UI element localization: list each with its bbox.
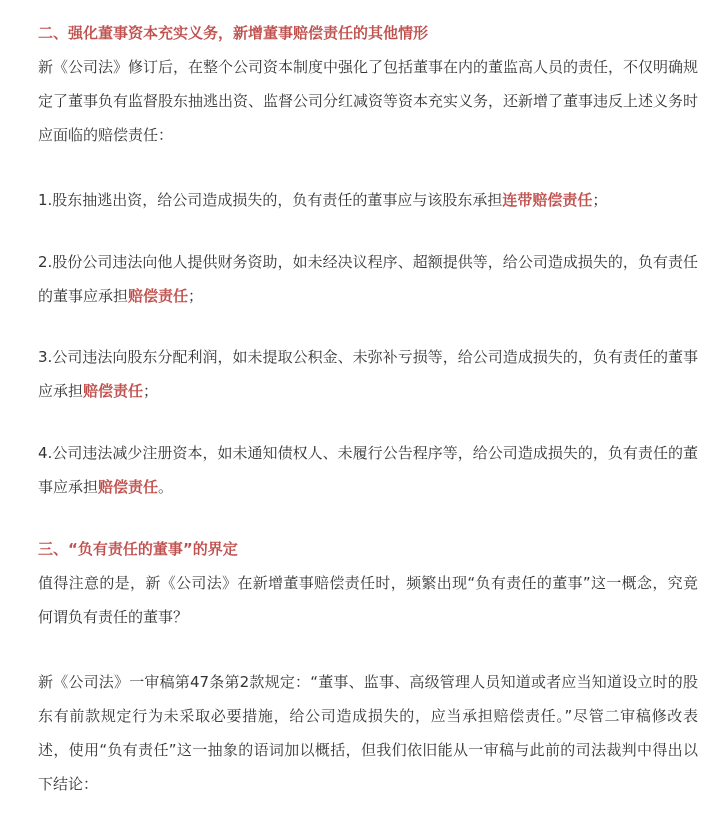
list-item-3 — [38, 340, 698, 408]
list-item-2-text: 2.股份公司违法向他人提供财务资助，如未经决议程序、超额提供等，给公司造成损失的，负有责任的董事应承担 — [38, 253, 698, 305]
list-item-4-emphasis: 赔偿责任 — [98, 478, 159, 496]
list-item-2-emphasis: 赔偿责任 — [128, 287, 189, 305]
list-item-3-punct: ； — [143, 382, 159, 400]
list-item-3-emphasis: 赔偿责任 — [83, 382, 144, 400]
list-item-1-text: 1.股东抽逃出资，给公司造成损失的，负有责任的董事应与该股东承担 — [38, 191, 503, 209]
list-item-4 — [38, 436, 698, 504]
list-item-1-emphasis: 连带赔偿责任 — [502, 191, 593, 209]
list-item-2-punct: ； — [188, 287, 204, 305]
list-item-1 — [38, 183, 698, 217]
list-item-3-text: 3.公司违法向股东分配利润，如未提取公积金、未弥补亏损等，给公司造成损失的，负有责任的董事应承担 — [38, 348, 698, 400]
list-item-4-punct: 。 — [158, 478, 174, 496]
list-item-2 — [38, 245, 698, 313]
section-3-paragraph-2: 新《公司法》一审稿第47条第2款规定：“董事、监事、高级管理人员知道或者应当知道设立时的股东有前款规定行为未采取必要措施，给公司造成损失的，应当承担赔偿责任。”尽管二审稿修改表述，使用“负有责任”这一抽象的语词加以概括，但我们依旧能从一审稿与此前的司法裁判中得出以下结论： — [38, 673, 698, 793]
list-item-4-text: 4.公司违法减少注册资本，如未通知债权人、未履行公告程序等，给公司造成损失的，负有责任的董事应承担 — [38, 444, 698, 496]
section-2-heading: 二、强化董事资本充实义务，新增董事赔偿责任的其他情形 — [38, 24, 429, 42]
section-3-heading: 三、“负有责任的董事”的界定 — [38, 540, 238, 558]
section-3-paragraph-1: 值得注意的是，新《公司法》在新增董事赔偿责任时，频繁出现“负有责任的董事”这一概念，究竟何谓负有责任的董事？ — [38, 574, 698, 626]
section-2-intro: 新《公司法》修订后，在整个公司资本制度中强化了包括董事在内的董监高人员的责任，不仅明确规定了董事负有监督股东抽逃出资、监督公司分红减资等资本充实义务，还新增了董事违反上述义务时应面临的赔偿责任： — [38, 58, 699, 144]
list-item-1-punct: ； — [592, 191, 608, 209]
